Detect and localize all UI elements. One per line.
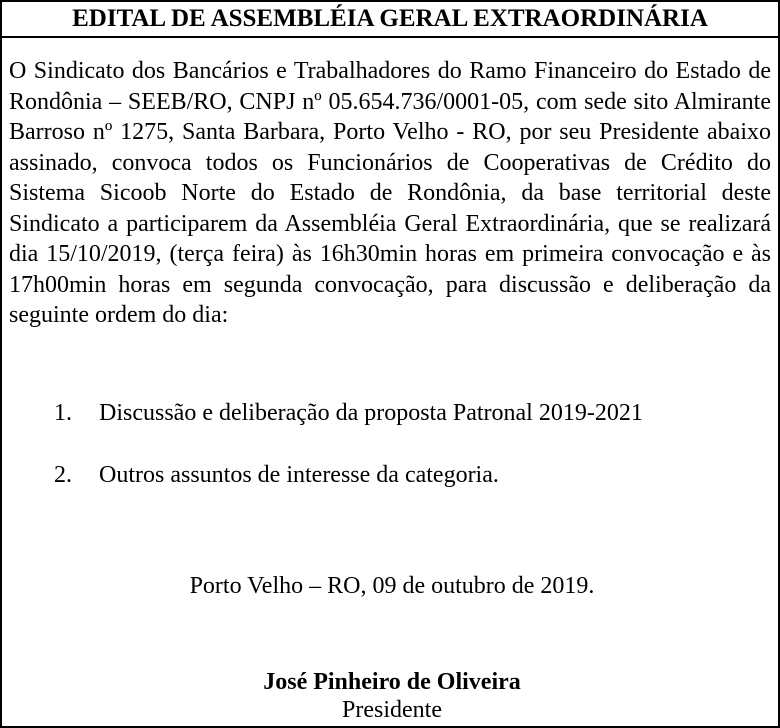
signatory-role: Presidente (342, 697, 442, 723)
signatory-name: José Pinheiro de Oliveira (263, 669, 521, 695)
agenda-item-number: 2. (54, 462, 72, 488)
agenda-item (54, 460, 643, 522)
agenda-item (54, 398, 643, 460)
notice-body: O Sindicato dos Bancários e Trabalhadores do Ramo Financeiro do Estado de Rondônia – SEEB/RO, CNPJ nº 05.654.736/0001-05, com sede sito Almirante Barroso nº 1275, Santa Barbara, Porto Velho - RO, por seu Presidente abaixo assinado, convoca todos os Funcionários de Cooperativas de Crédito do Sistema Sicoob Norte do Estado de Rondônia, da base territorial deste Sindicato a participarem da Assembléia Geral Extraordinária, que se realizará dia 15/10/2019, (terça feira) às 16h30min horas em primeira convocação e às 17h00min horas em segunda convocação, para discussão e deliberação da seguinte ordem do dia: (9, 58, 771, 328)
place-and-date: Porto Velho – RO, 09 de outubro de 2019. (189, 573, 595, 599)
agenda-item-number: 1. (54, 400, 72, 426)
notice-title: EDITAL DE ASSEMBLÉIA GERAL EXTRAORDINÁRIA (2, 2, 778, 38)
agenda-list (54, 398, 643, 522)
agenda-item-text: Outros assuntos de interesse da categoria. (99, 462, 499, 488)
agenda-item-text: Discussão e deliberação da proposta Patronal 2019-2021 (99, 400, 643, 426)
